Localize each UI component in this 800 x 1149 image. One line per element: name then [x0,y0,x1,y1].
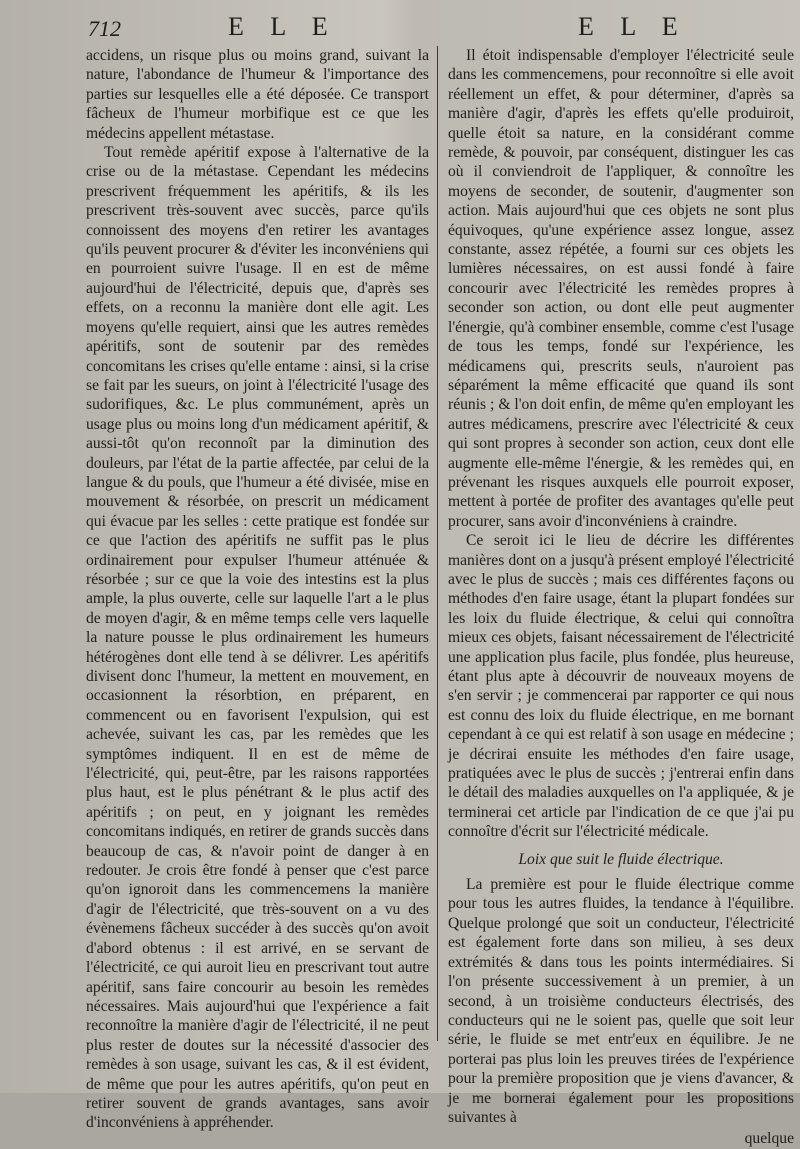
left-column [86,46,429,1132]
left-paragraph-1: accidens, un risque plus ou moins grand, suivant la nature, l'abondance de l'humeur & l'importance des parties sur lesquelles elle a été déposée. Ce transport fâcheux de l'humeur morbifique est ce que les médecins appellent métastase. [86,47,429,142]
catchword: quelque [744,1130,794,1148]
right-paragraph-3: La première est pour le fluide électrique comme pour tous les autres fluides, la tendance à l'équilibre. Quelque prolongé que soit un conducteur, l'électricité est également forte dans son milieu, à ses deux extrémités & dans tous les points intermédiaires. Si l'on présente successivement à un premier, à un second, à un troisième conducteurs électrisés, des conducteurs qui ne le soient pas, quelle que soit leur série, le fluide se met entr'eux en équilibre. Je ne porterai pas plus loin les preuves tirées de l'expérience pour la première proposition que je viens d'avancer, & je me bornerai également pour les propositions suivantes à [448,876,794,1126]
right-paragraph-2: Ce seroit ici le lieu de décrire les différentes manières dont on a jusqu'à présent employé l'électricité avec le plus de succès ; mais ces différentes façons ou méthodes d'en faire usage, étant la plupart fondées sur les loix du fluide électrique, & celui qui connoîtra mieux ces objets, faisant nécessairement de l'électricité une application plus facile, plus fondée, plus heureuse, étant plus apte à découvrir de nouveaux moyens de s'en servir ; je commencerai par rapporter ce qui nous est connu des loix du fluide électrique, en me bornant cependant à ce qui est relatif à son usage en médecine ; je décrirai ensuite les méthodes d'en faire usage, pratiquées avec le plus de succès ; j'entrerai enfin dans le détail des maladies auxquelles on l'a appliquée, & je terminerai cet article par l'indication de ce que j'ai pu connoître d'écrit sur l'électricité médicale. [448,532,794,841]
right-paragraph-1: Il étoit indispensable d'employer l'électricité seule dans les commencemens, pour reconnoître si elle avoit réellement un effet, & pour déterminer, d'après sa manière d'agir, d'après les effets qu'elle produiroit, quelle étoit sa nature, en la considérant comme remède, & pouvoir, par conséquent, distinguer les cas où il conviendroit de l'appliquer, & connoître les moyens de seconder, de soutenir, d'augmenter son action. Mais aujourd'hui que ces objets ne sont plus équivoques, qu'une expérience assez longue, assez constante, assez répétée, a fourni sur ces objets les lumières nécessaires, on est aussi fondé à faire concourir avec l'électricité les remèdes propres à seconder son action, ou dont elle peut augmenter l'énergie, qu'à combiner ensemble, comme c'est l'usage de tous les temps, fondé sur l'expérience, les médicamens qui, prescrits seuls, n'auroient pas séparément la même efficacité que quand ils sont réunis ; & l'on doit enfin, de même qu'en employant les autres médicamens, prescrire avec l'électricité & ceux qui sont propres à seconder son action, ceux dont elle augmente elle-même l'énergie, & les remèdes qui, en prévenant les risques auxquels elle pourroit exposer, mettent à portée de profiter des avantages qu'elle peut procurer, sans avoir d'inconvéniens à craindre. [448,47,794,530]
left-paragraph-2: Tout remède apéritif expose à l'alternative de la crise ou de la métastase. Cependant les médecins prescrivent fréquemment les apéritifs, & ils les prescrivent très-souvent avec succès, parce qu'ils connoissent des moyens d'en retirer les avantages qu'ils peuvent procurer & d'éviter les inconvéniens qui en pourroient suivre l'usage. Il en est de même aujourd'hui de l'électricité, depuis que, d'après ses effets, on a reconnu la manière dont elle agit. Les moyens qu'elle requiert, ainsi que les autres remèdes apéritifs, sont de soutenir par des remèdes concomitans les crises qu'elle entame : ainsi, si la crise se fait par les sueurs, on joint à l'électricité l'usage des sudorifiques, &c. Le plus communément, après un usage plus ou moins long d'un médicament apéritif, & aussi-tôt qu'on reconnoît par la diminution des douleurs, par l'état de la partie affectée, par celui de la langue & du pouls, que l'humeur a été divisée, mise en mouvement & résorbée, on prescrit un médicament qui évacue par les selles : cette pratique est fondée sur ce que l'action des apéritifs ne suffit pas le plus ordinairement pour expulser l'humeur atténuée & résorbée ; sur ce que la voie des intestins est la plus ample, la plus ouverte, celle sur laquelle l'art a le plus de moyen d'agir, & en même temps celle vers laquelle la nature pousse le plus ordinairement les humeurs hétérogènes dont elle tend à se délivrer. Les apéritifs divisent donc l'humeur, la mettent en mouvement, en occasionnent la résorbtion, en préparent, en commencent ou en favorisent l'expulsion, qui est achevée, suivant les cas, par les remèdes que les symptômes indiquent. Il en est de même de l'électricité, qui, peut-être, par les raisons rapportées plus haut, est le plus pénétrant & le plus actif des apéritifs ; on peut, en y joignant les remèdes concomitans indiqués, en retirer de grands succès dans beaucoup de cas, & n'avoir point de danger à en redouter. Je crois être fondé à penser que c'est parce qu'on ignoroit dans les commencemens la manière d'agir de l'électricité, que très-souvent on a vu des évènemens fâcheux succéder à des succès qu'on avoit d'abord obtenus : il est arrivé, en se servant de l'électricité, ce qui auroit lieu en prescrivant tout autre apéritif, sans faire concourir au besoin les remèdes nécessaires. Mais aujourd'hui que l'expérience a fait reconnoître la manière d'agir de l'électricité, il ne peut plus rester de doutes sur la nécessité d'associer des remèdes à son usage, suivant les cas, & il est évident, de même que pour les autres apéritifs, qu'on peut en retirer souvent de grands avantages, sans avoir d'inconvéniens à appréhender. [86,144,429,1132]
running-head-right: E L E [578,12,688,41]
page-header [0,12,800,42]
page-number: 712 [88,16,121,41]
column-divider [437,46,438,1041]
section-subheading: Loix que suit le fluide électrique. [518,850,724,868]
running-head-left: E L E [228,12,338,41]
right-column [448,46,794,1148]
